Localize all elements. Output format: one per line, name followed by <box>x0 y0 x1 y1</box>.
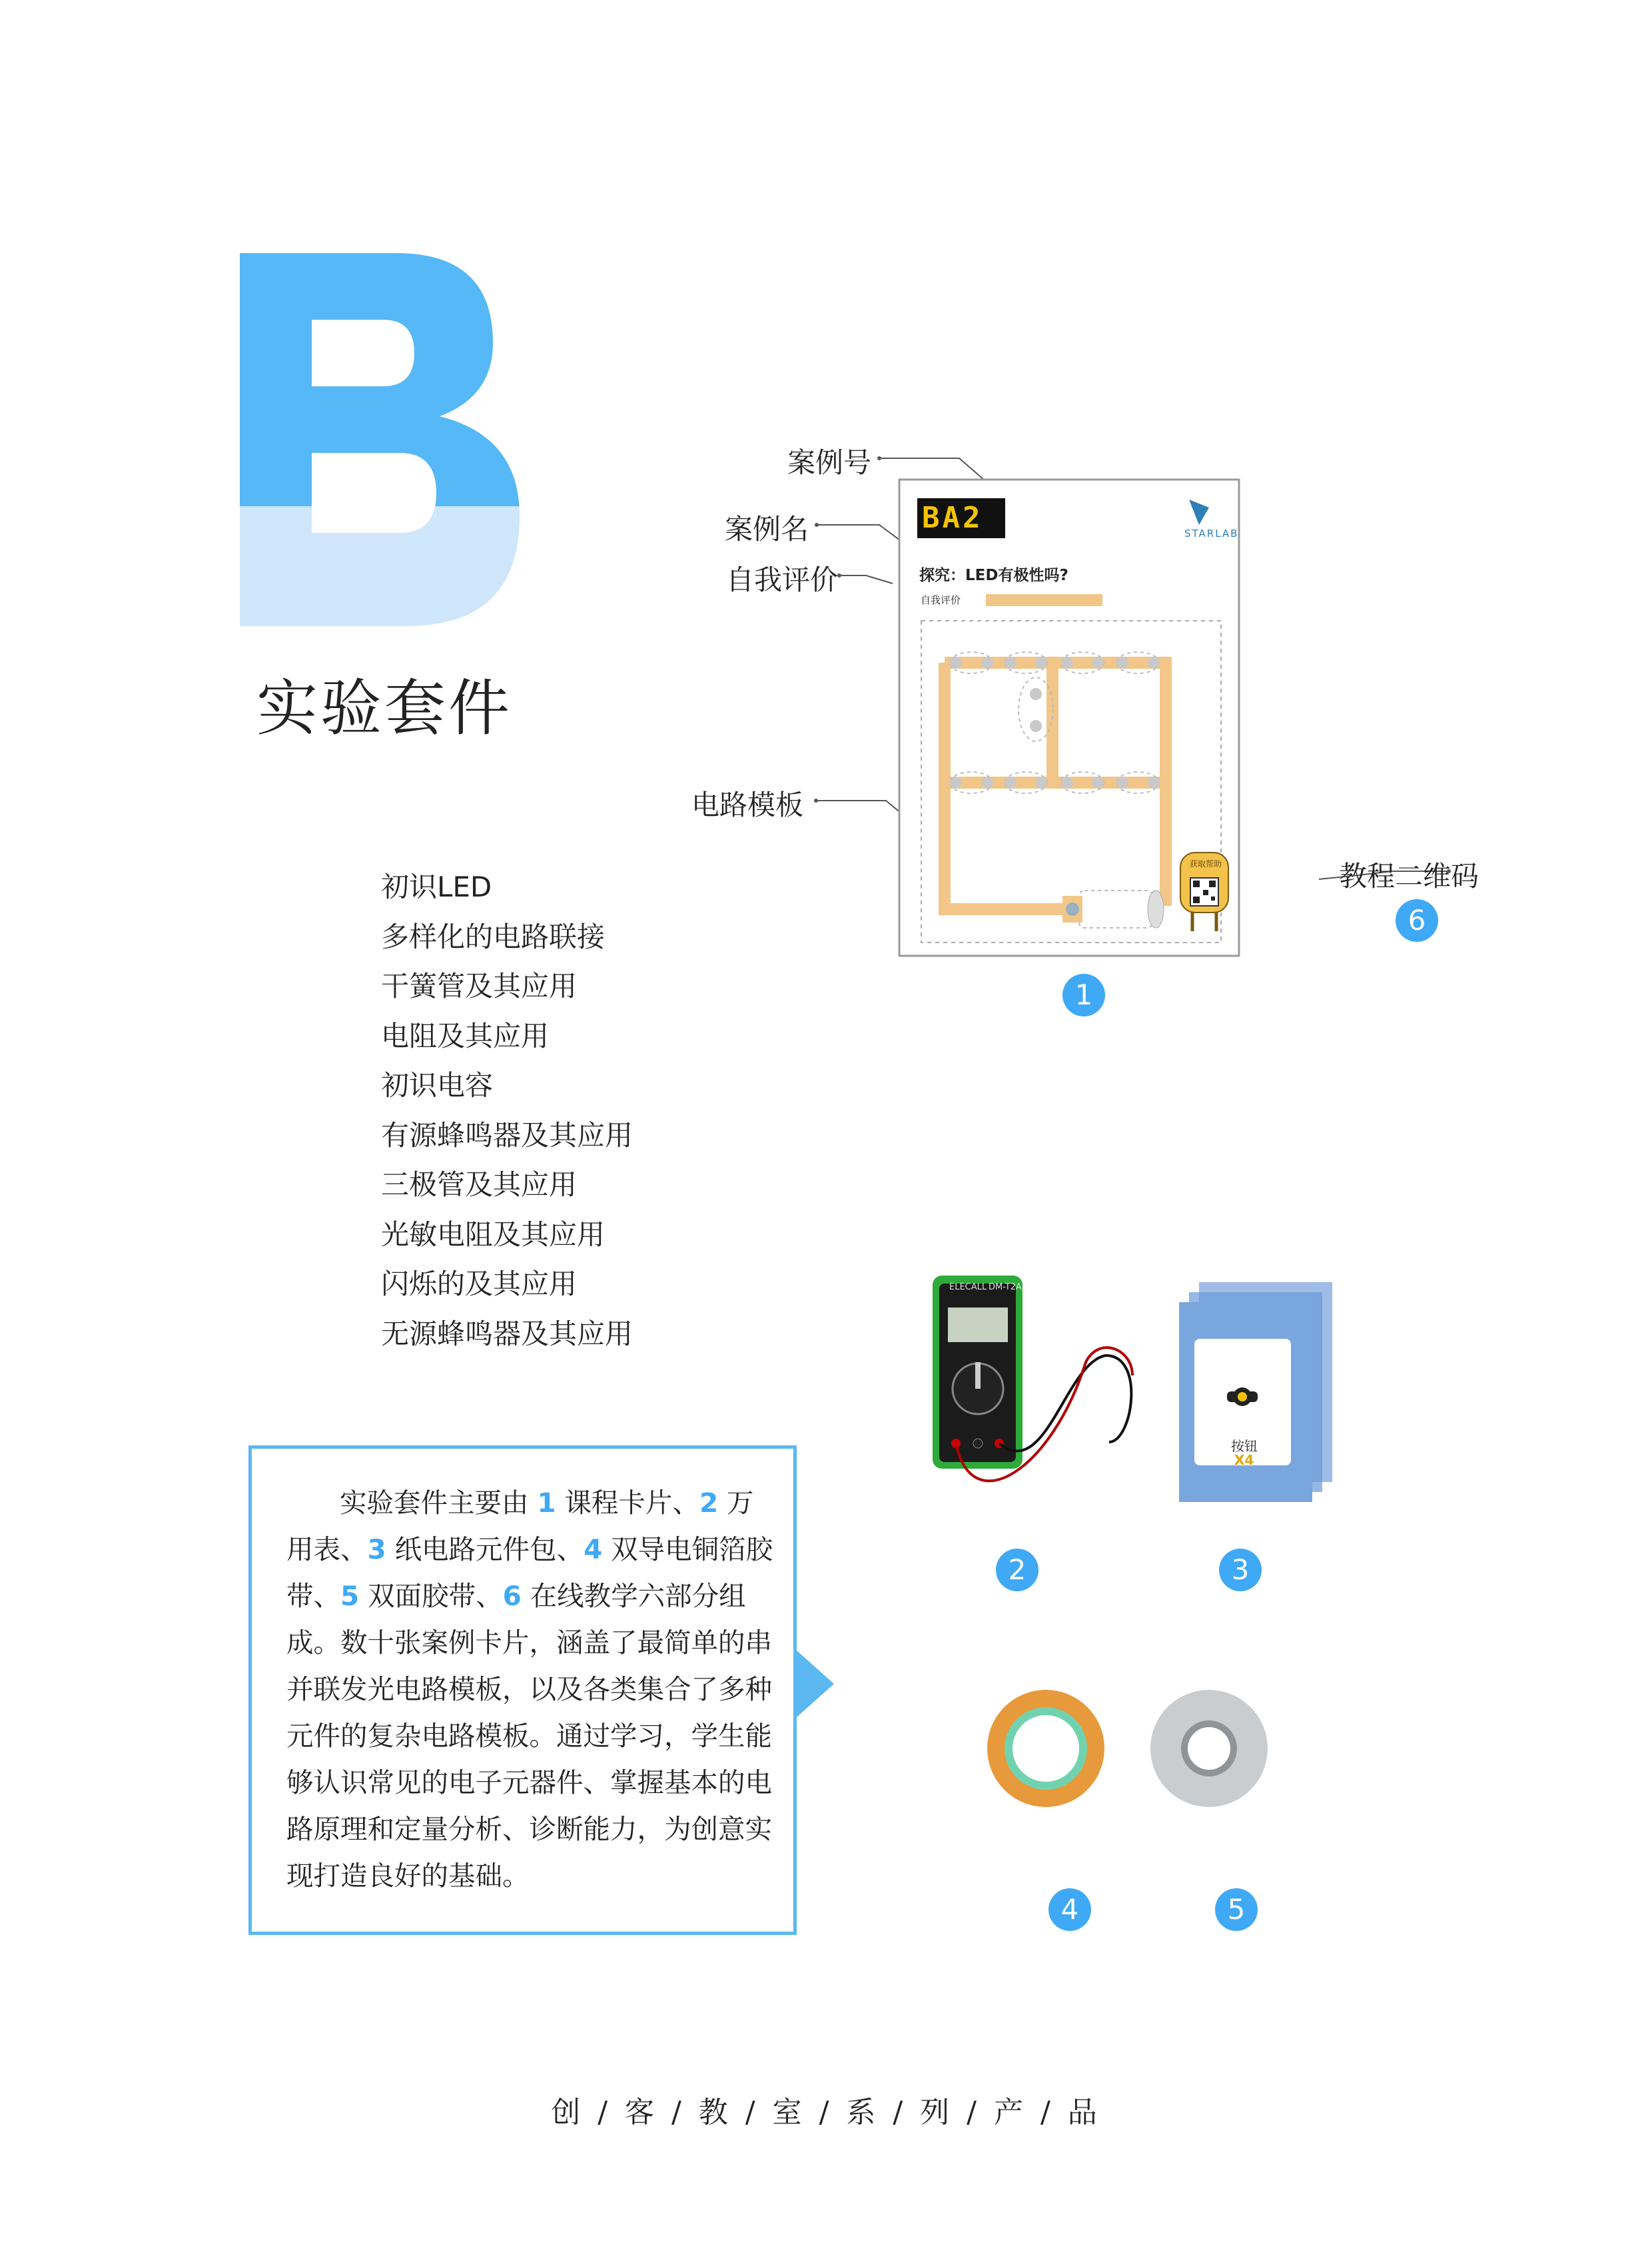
info-text-4: 纸电路元件包、 <box>394 1533 584 1565</box>
multimeter-model: DM-T2A <box>989 1282 1022 1292</box>
badge-6: 6 <box>1396 899 1438 942</box>
list-item: 初识电容 <box>381 1069 494 1102</box>
badge-1: 1 <box>1062 974 1105 1016</box>
info-text-1: 实验套件主要由 <box>340 1487 529 1519</box>
info-box <box>248 1445 797 1935</box>
info-num-2: 2 <box>699 1487 719 1519</box>
badge-4: 4 <box>1048 1888 1091 1931</box>
badge-3: 3 <box>1219 1549 1262 1591</box>
info-text-7: 在线教学六部分组成。数十张案例卡片，涵盖了最简单的串并联发光电路模板，以及各类集合了多种元件的复杂电路模板。通过学习，学生能够认识常见的电子元器件、掌握基本的电路原理和定量分析、诊断能力，为创意实现打造良好的基础。 <box>286 1580 772 1892</box>
info-num-6: 6 <box>502 1580 522 1612</box>
section-letter-b <box>240 253 520 626</box>
label-case-name: 案例名 <box>725 513 809 546</box>
pack-label: 按钮 <box>1231 1438 1258 1454</box>
topic-list <box>381 863 633 1359</box>
product-illustrations <box>919 1269 1399 1962</box>
footer-series: 创 / 客 / 教 / 室 / 系 / 列 / 产 / 品 <box>551 2095 1101 2129</box>
list-item: 多样化的电路联接 <box>381 920 606 953</box>
info-num-4: 4 <box>584 1533 603 1565</box>
list-item: 三极管及其应用 <box>381 1168 578 1201</box>
info-num-3: 3 <box>367 1533 386 1565</box>
list-item: 闪烁的及其应用 <box>381 1268 578 1300</box>
info-text-2: 课程卡片、 <box>564 1487 699 1519</box>
list-item: 无源蜂鸣器及其应用 <box>381 1317 633 1350</box>
label-case-number: 案例号 <box>787 446 872 479</box>
badge-2: 2 <box>996 1549 1038 1591</box>
case-title: 探究：LED有极性吗? <box>919 567 1068 584</box>
badge-5: 5 <box>1215 1888 1258 1931</box>
multimeter-brand: ELECALL <box>949 1282 987 1292</box>
card-diagram <box>679 426 1545 1039</box>
double-tape-icon <box>1150 1690 1268 1807</box>
card-illustration <box>679 426 1545 1039</box>
copper-tape-icon <box>987 1690 1104 1807</box>
card-self-eval-label: 自我评价 <box>921 594 961 606</box>
case-code: BA2 <box>922 501 983 535</box>
list-item: 光敏电阻及其应用 <box>381 1218 606 1251</box>
info-num-5: 5 <box>340 1580 360 1612</box>
label-tutorial-qr: 教程二维码 <box>1339 860 1479 893</box>
list-item: 电阻及其应用 <box>381 1019 550 1052</box>
list-item: 初识LED <box>381 871 492 903</box>
info-text-3: 万用表、 <box>286 1487 754 1565</box>
brand-name: STARLAB <box>1184 528 1239 540</box>
mascot-tag: 获取帮助 <box>1190 859 1222 869</box>
list-item: 有源蜂鸣器及其应用 <box>381 1118 633 1152</box>
section-title: 实验套件 <box>256 673 513 744</box>
info-text-5: 双导电铜箔胶带、 <box>286 1533 773 1612</box>
list-item: 干簧管及其应用 <box>381 970 578 1002</box>
info-paragraph <box>286 1479 776 1899</box>
label-circuit-template: 电路模板 <box>691 789 804 821</box>
component-pack-icon <box>1179 1282 1332 1502</box>
pack-count: X4 <box>1234 1452 1254 1468</box>
info-text-6: 双面胶带、 <box>368 1580 503 1612</box>
label-self-eval: 自我评价 <box>726 563 839 596</box>
info-num-1: 1 <box>537 1487 556 1519</box>
multimeter-icon <box>933 1276 1023 1469</box>
info-box-pointer <box>797 1651 834 1717</box>
